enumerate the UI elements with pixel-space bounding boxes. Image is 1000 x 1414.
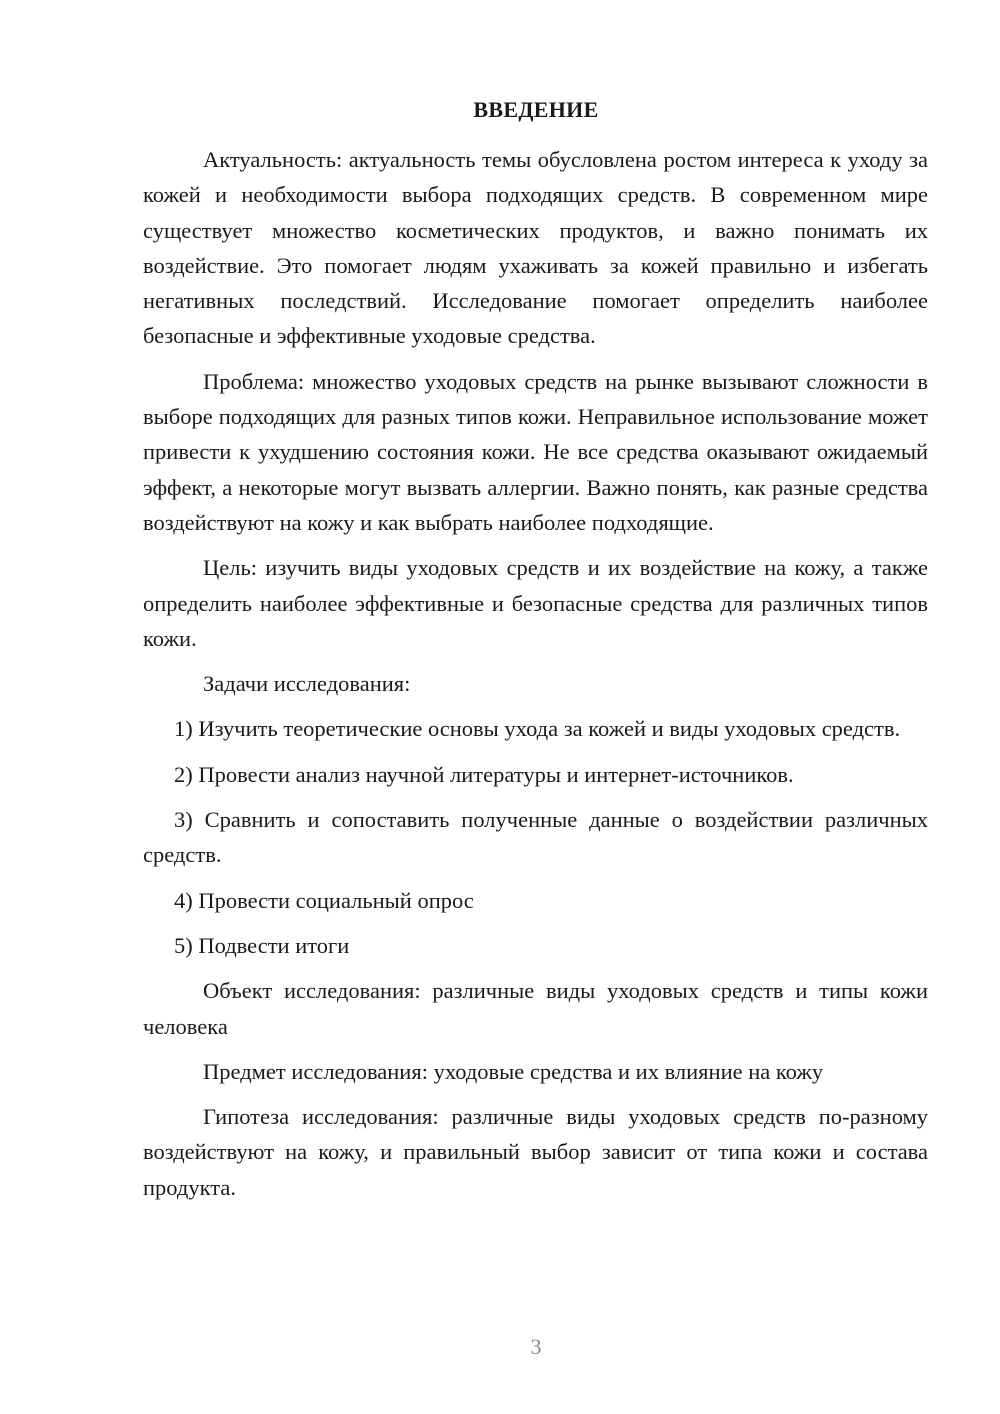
tasks-heading: Задачи исследования: xyxy=(203,671,411,697)
hypothesis-paragraph: Гипотеза исследования: различные виды уходовых средств по-разному воздействуют на кожу, и правильный выбор зависит от типа кожи и состава продукта. xyxy=(143,1104,928,1200)
relevance-paragraph: Актуальность: актуальность темы обусловлена ростом интереса к уходу за кожей и необходимости выбора подходящих средств. В современном мире существует множество косметических продуктов, и важно понимать их воздействие. Это помогает людям ухаживать за кожей правильно и избегать негативных последствий. Исследование помогает определить наиболее безопасные и эффективные уходовые средства. xyxy=(143,147,928,349)
task-item-5: 5) Подвести итоги xyxy=(174,932,350,958)
page-number: 3 xyxy=(530,1334,542,1359)
task-item-1: 1) Изучить теоретические основы ухода за кожей и виды уходовых средств. xyxy=(174,716,901,742)
task-item-4: 4) Провести социальный опрос xyxy=(174,887,474,913)
page-title: ВВЕДЕНИЕ xyxy=(473,97,599,122)
problem-paragraph: Проблема: множество уходовых средств на рынке вызывают сложности в выборе подходящих для разных типов кожи. Неправильное использование может привести к ухудшению состояния кожи. Не все средства оказывают ожидаемый эффект, а некоторые могут вызвать аллергии. Важно понять, как разные средства воздействуют на кожу и как выбрать наиболее подходящие. xyxy=(143,368,928,535)
task-item-2: 2) Провести анализ научной литературы и интернет-источников. xyxy=(174,761,794,787)
object-paragraph: Объект исследования: различные виды уходовых средств и типы кожи человека xyxy=(143,978,928,1039)
subject-paragraph: Предмет исследования: уходовые средства и их влияние на кожу xyxy=(203,1058,824,1084)
document-body xyxy=(143,142,928,1215)
task-item-3: 3) Сравнить и сопоставить полученные данные о воздействии различных средств. xyxy=(143,807,928,868)
goal-paragraph: Цель: изучить виды уходовых средств и их воздействие на кожу, а также определить наиболее эффективные и безопасные средства для различных типов кожи. xyxy=(143,555,928,651)
